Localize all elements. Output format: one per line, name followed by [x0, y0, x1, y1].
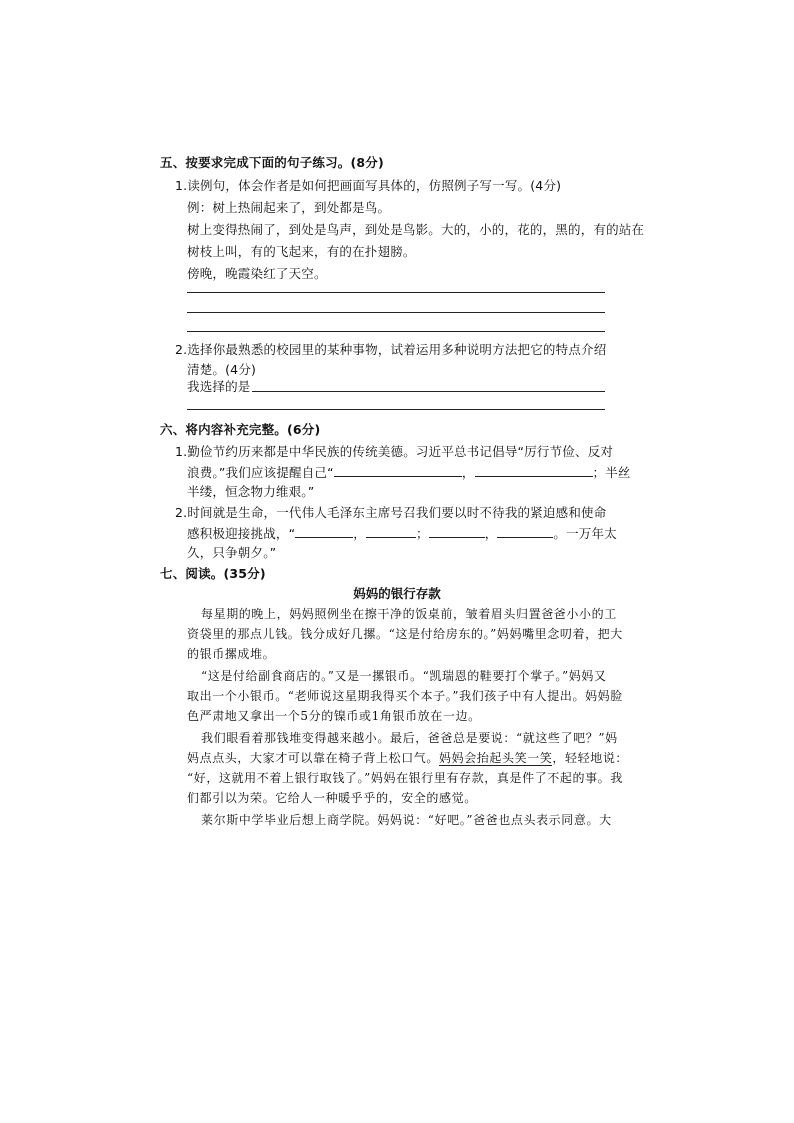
answer-line-5-1-b[interactable] — [187, 312, 605, 313]
fill-blank-6-2-d[interactable] — [497, 525, 553, 538]
question-5-1-example-short: 例：树上热闹起来了，到处都是鸟。 — [187, 200, 391, 215]
question-6-2-line3: 久，只争朝夕。” — [187, 545, 277, 560]
question-6-2-line2-suffix: 。一万年太 — [553, 526, 617, 541]
answer-line-5-1-a[interactable] — [187, 292, 605, 293]
reading-paragraph-2-line3: 色严肃地又拿出一个5分的镍币或1角银币放在一边。 — [187, 709, 481, 723]
question-6-1-line2-prefix: 浪费。”我们应该提醒自己“ — [187, 465, 334, 480]
answer-line-5-2-b[interactable] — [187, 409, 605, 410]
question-6-2-separator-2: ； — [415, 526, 429, 541]
question-5-1-task-sentence: 傍晚，晚霞染红了天空。 — [187, 266, 327, 281]
question-5-2-prompt-line1: 2.选择你最熟悉的校园里的某种事物，试着运用多种说明方法把它的特点介绍 — [175, 342, 607, 357]
reading-paragraph-3-line2-start: 妈点点头，大家才可以靠在椅子背上松口气。 — [187, 751, 440, 765]
answer-line-5-2-a[interactable] — [252, 391, 605, 392]
reading-paragraph-3-line3: “好，这就用不着上银行取钱了。”妈妈在银行里有存款，真是件了不起的事。我 — [187, 771, 623, 785]
question-6-1-line3: 半缕，恒念物力维艰。” — [187, 484, 315, 499]
reading-paragraph-1-line3: 的银币摞成堆。 — [187, 647, 276, 661]
reading-paragraph-1-line1: 每星期的晚上，妈妈照例坐在擦干净的饭桌前，皱着眉头归置爸爸小小的工 — [201, 607, 617, 621]
reading-paragraph-3-line4: 们都引以为荣。它给人一种暖乎乎的，安全的感觉。 — [187, 791, 477, 805]
question-5-1-example-long-line2: 树枝上叫，有的飞起来，有的在扑翅膀。 — [187, 244, 416, 259]
question-6-1-line2-suffix: ；半丝 — [592, 465, 631, 480]
question-6-2-line2-prefix: 感积极迎接挑战，“ — [187, 526, 296, 541]
fill-blank-6-1-b[interactable] — [475, 464, 593, 477]
question-6-2-separator-1: ， — [353, 526, 366, 541]
section-5-heading: 五、按要求完成下面的句子练习。(8分) — [160, 155, 384, 170]
reading-paragraph-2-line2: 取出一个小银币。“老师说这星期我得买个本子。”我们孩子中有人提出。妈妈脸 — [187, 689, 623, 703]
question-6-2-line1: 2.时间就是生命，一代伟人毛泽东主席号召我们要以时不待我的紧迫感和使命 — [175, 505, 607, 520]
underlined-sentence: 妈妈会抬起头笑一笑 — [439, 751, 553, 765]
question-6-1-line2 — [187, 464, 631, 481]
reading-paragraph-1-line2: 资袋里的那点儿钱。钱分成好几摞。“这是付给房东的。”妈妈嘴里念叨着，把大 — [187, 627, 623, 641]
section-6-heading: 六、将内容补充完整。(6分) — [160, 422, 321, 437]
fill-blank-6-1-a[interactable] — [334, 464, 462, 477]
reading-paragraph-2-line1: “这是付给副食商店的。”又是一摞银币。“凯瑞恩的鞋要打个掌子。”妈妈又 — [201, 669, 607, 683]
question-6-1-separator: ， — [461, 465, 475, 480]
answer-line-5-1-c[interactable] — [187, 331, 605, 332]
reading-paragraph-3-line1: 我们眼看着那钱堆变得越来越小。最后，爸爸总是要说：“就这些了吧？”妈 — [201, 731, 618, 745]
question-5-2-prompt-line2: 清楚。(4分) — [187, 362, 257, 377]
fill-blank-6-2-c[interactable] — [429, 525, 485, 538]
question-5-1-prompt: 1.读例句，体会作者是如何把画面写具体的，仿照例子写一写。(4分) — [175, 178, 562, 193]
question-6-2-separator-3: ， — [484, 526, 498, 541]
reading-title: 妈妈的银行存款 — [353, 586, 441, 601]
question-5-2-answer-label: 我选择的是 — [187, 379, 251, 394]
question-6-1-line1: 1.勤俭节约历来都是中华民族的传统美德。习近平总书记倡导“厉行节俭、反对 — [175, 444, 614, 459]
reading-paragraph-3-line2 — [187, 750, 628, 766]
question-6-2-line2 — [187, 525, 617, 542]
section-7-heading: 七、阅读。(35分) — [160, 566, 266, 581]
question-5-1-example-long-line1: 树上变得热闹了，到处是鸟声，到处是鸟影。大的，小的，花的，黑的，有的站在 — [187, 222, 645, 237]
fill-blank-6-2-a[interactable] — [295, 525, 353, 538]
reading-paragraph-3-line2-end: ，轻轻地说： — [552, 751, 629, 765]
fill-blank-6-2-b[interactable] — [366, 525, 416, 538]
reading-paragraph-4-line1: 莱尔斯中学毕业后想上商学院。妈妈说：“好吧。”爸爸也点头表示同意。大 — [201, 813, 612, 827]
